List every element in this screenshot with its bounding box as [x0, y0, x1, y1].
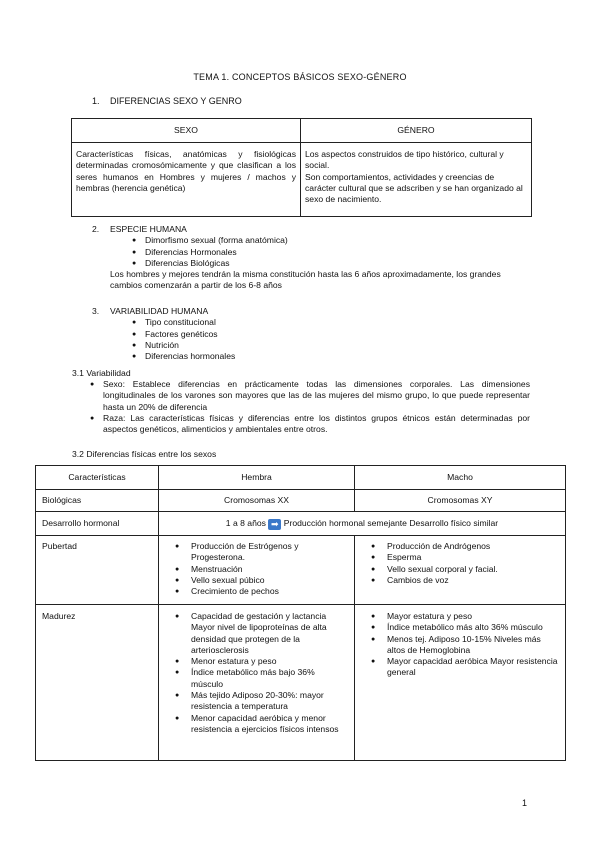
header-macho: Macho — [355, 466, 566, 490]
section-2-title: ESPECIE HUMANA — [110, 224, 187, 234]
document-title: TEMA 1. CONCEPTOS BÁSICOS SEXO-GÉNERO — [193, 72, 407, 82]
list-item: ● Mayor capacidad aeróbica Mayor resistencia general — [371, 656, 559, 679]
hembra-biologicas: Cromosomas XX — [159, 490, 355, 512]
list-item: ● Cambios de voz — [371, 575, 559, 586]
especie-humana-list — [132, 235, 535, 269]
list-item: ● Raza: Las características físicas y diferencias entre los distintos grupos étnicos están determinadas por aspectos genéticos, alimenticios y ambientales entre otros. — [90, 413, 530, 436]
section-2 — [92, 224, 535, 292]
desarrollo-hormonal-value — [159, 512, 566, 536]
list-item: ● Menor capacidad aeróbica y menor resistencia a ejercicios físicos intensos — [175, 713, 348, 736]
hormonal-description: Producción hormonal semejante Desarrollo físico similar — [283, 517, 499, 528]
section-1-title: DIFERENCIAS SEXO Y GENRO — [110, 96, 242, 106]
sexo-genero-table — [71, 118, 532, 217]
section-3-number: 3. — [92, 306, 100, 316]
subsection-3-2-heading: 3.2 Diferencias físicas entre los sexos — [72, 449, 217, 459]
page-number: 1 — [521, 798, 527, 808]
macho-biologicas: Cromosomas XY — [355, 490, 566, 512]
sexo-definition: Características físicas, anatómicas y fisiológicas determinadas cromosómicamente y que clasifican a los seres humanos en Hombres y mujeres / machos y hembras (herencia genética) — [72, 143, 301, 217]
section-1-number: 1. — [92, 96, 100, 106]
right-arrow-icon: ➡ — [268, 519, 281, 530]
macho-pubertad — [355, 536, 566, 605]
diferencias-fisicas-table — [35, 465, 566, 761]
section-3-title: VARIABILIDAD HUMANA — [110, 306, 209, 316]
list-item: ● Diferencias Hormonales — [132, 247, 535, 258]
section-1-heading — [92, 96, 242, 107]
table-row — [36, 536, 566, 605]
header-hembra: Hembra — [159, 466, 355, 490]
list-item: ● Índice metabólico más bajo 36% músculo — [175, 667, 348, 690]
list-item: ● Más tejido Adiposo 20-30%: mayor resistencia a temperatura — [175, 690, 348, 713]
row-label-desarrollo-hormonal: Desarrollo hormonal — [36, 512, 159, 536]
table-row — [36, 605, 566, 761]
list-item: ● Diferencias hormonales — [132, 351, 235, 362]
hembra-pubertad — [159, 536, 355, 605]
variabilidad-humana-list — [132, 317, 235, 362]
list-item: ● Capacidad de gestación y lactancia Mayor nivel de lipoproteínas de alta densidad que protegen de la arteriosclerosis — [175, 611, 348, 656]
list-item: ● Menos tej. Adiposo 10-15% Niveles más altos de Hemoglobina — [371, 634, 559, 657]
subsection-3-1-heading: 3.1 Variabilidad — [72, 368, 131, 378]
list-item: ● Dimorfismo sexual (forma anatómica) — [132, 235, 535, 246]
macho-madurez — [355, 605, 566, 761]
list-item: ● Producción de Andrógenos — [371, 541, 559, 552]
genero-definition-line-2: Son comportamientos, actividades y creencias de carácter cultural que se adscriben y se han organizado al sexo de nacimiento. — [305, 171, 523, 205]
list-item: ● Menstruación — [175, 564, 348, 575]
table-row — [36, 512, 566, 536]
especie-humana-paragraph: Los hombres y mejores tendrán la misma constitución hasta las 6 años aproximadamente, los grandes cambios comenzarán a partir de los 6-8 años — [110, 269, 501, 291]
header-caracteristicas: Características — [36, 466, 159, 490]
list-item: ● Tipo constitucional — [132, 317, 235, 328]
list-item: ● Menor estatura y peso — [175, 656, 348, 667]
row-label-pubertad: Pubertad — [36, 536, 159, 605]
list-item: ● Vello sexual púbico — [175, 575, 348, 586]
list-item: ● Vello sexual corporal y facial. — [371, 564, 559, 575]
table-row — [36, 490, 566, 512]
list-item: ● Nutrición — [132, 340, 235, 351]
genero-definition — [301, 143, 532, 217]
section-2-heading — [92, 224, 535, 235]
section-2-number: 2. — [92, 224, 100, 234]
section-3 — [92, 306, 235, 362]
row-label-madurez: Madurez — [36, 605, 159, 761]
section-3-heading — [92, 306, 235, 317]
list-item: ● Diferencias Biológicas — [132, 258, 535, 269]
genero-definition-line-1: Los aspectos construidos de tipo histórico, cultural y social. — [305, 149, 504, 171]
list-item: ● Esperma — [371, 552, 559, 563]
list-item: ● Índice metabólico más alto 36% músculo — [371, 622, 559, 633]
header-sexo: SEXO — [72, 119, 301, 143]
list-item: ● Crecimiento de pechos — [175, 586, 348, 597]
header-genero: GÉNERO — [301, 119, 532, 143]
list-item: ● Mayor estatura y peso — [371, 611, 559, 622]
list-item: ● Sexo: Establece diferencias en prácticamente todas las dimensiones corporales. Las dimensiones longitudinales de los varones son mayores que las de las mujeres del mismo grupo, lo que puede representar hasta un 20% de diferencia — [90, 379, 530, 413]
list-item: ● Factores genéticos — [132, 329, 235, 340]
list-item: ● Producción de Estrógenos y Progesterona. — [175, 541, 348, 564]
hembra-madurez — [159, 605, 355, 761]
row-label-biologicas: Biológicas — [36, 490, 159, 512]
hormonal-age-range: 1 a 8 años — [225, 517, 266, 528]
variabilidad-list — [90, 379, 530, 435]
